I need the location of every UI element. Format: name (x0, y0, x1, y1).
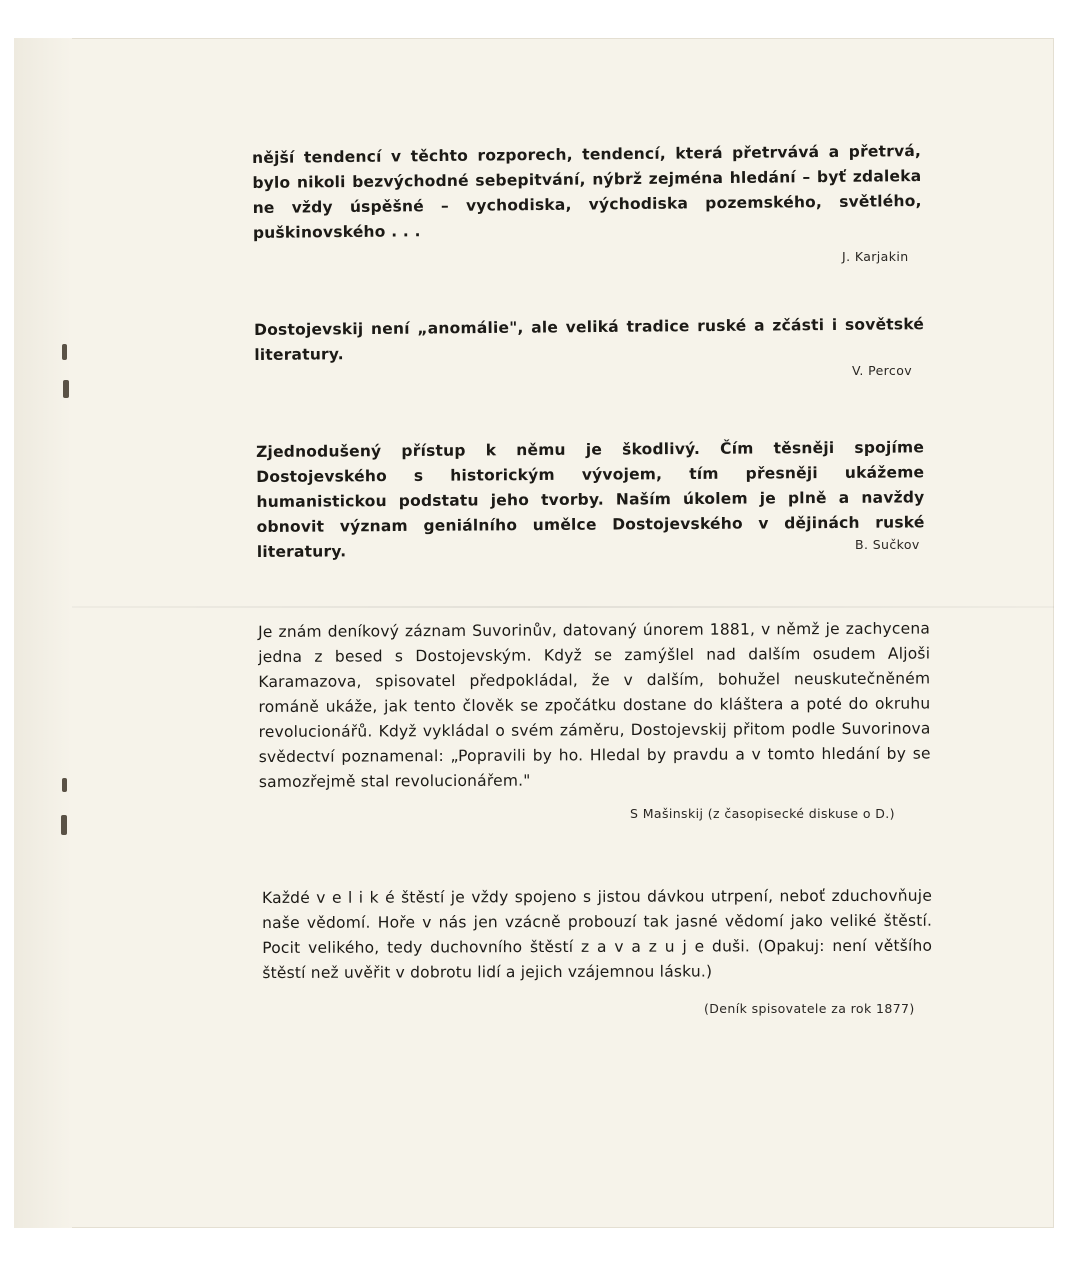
quote-block (254, 312, 924, 368)
quote-block (262, 884, 932, 986)
quote-block (258, 616, 931, 795)
quote-author: V. Percov (852, 363, 913, 378)
quote-author: (Deník spisovatele za rok 1877) (704, 1001, 915, 1016)
quote-author: S Mašinskij (z časopisecké diskuse o D.) (630, 806, 895, 821)
quote-block (256, 435, 925, 565)
paper-fold-crease (72, 606, 1054, 608)
page-binding-margin (14, 38, 72, 1228)
quote-text: Je znám deníkový záznam Suvorinův, datovaný únorem 1881, v němž je zachycena jedna z besed s Dostojevským. Když se zamýšlel nad dalším osudem Aljoši Karamazova, spisovatel předpokládal, že v dalším, bohužel neuskutečněném románě ukáže, jak tento člověk se zpočátku dostane do kláštera a poté do okruhu revolucionářů. Když vykládal o svém záměru, Dostojevskij přitom podle Suvorinova svědectví poznamenal: „Popravili by ho. Hledal by pravdu a v tomto hledání by se samozřejmě stal revolucionářem." (258, 619, 931, 791)
quote-author: B. Sučkov (855, 537, 920, 552)
quote-text: Každé v e l i k é štěstí je vždy spojeno s jistou dávkou utrpení, neboť zduchovňuje naše vědomí. Hoře v nás jen vzácně probouzí tak jasné vědomí jako veliké štěstí. Pocit velikého, tedy duchovního štěstí z a v a z u j e duši. (Opakuj: není většího štěstí než uvěřit v dobrotu lidí a jejich vzájemnou lásku.) (262, 886, 933, 982)
quote-text: Zjednodušený přístup k němu je škodlivý. Čím těsněji spojíme Dostojevského s historickým vývojem, tím přesněji ukážeme humanistickou podstatu jeho tvorby. Naším úkolem je plně a navždy obnovit význam geniálního umělce Dostojevského v dějinách ruské literatury. (256, 438, 925, 561)
quote-block (252, 139, 922, 246)
quote-author: J. Karjakin (842, 249, 909, 264)
quote-text: nější tendencí v těchto rozporech, tendencí, která přetrvává a přetrvá, bylo nikoli bezvýchodné sebepitvání, nýbrž zejména hledání – byť zdaleka ne vždy úspěšné – vychodiska, východiska pozemského, světlého, puškinovského . . . (252, 141, 922, 242)
quote-text: Dostojevskij není „anomálie", ale veliká tradice ruské a zčásti i sovětské literatury. (254, 315, 925, 364)
